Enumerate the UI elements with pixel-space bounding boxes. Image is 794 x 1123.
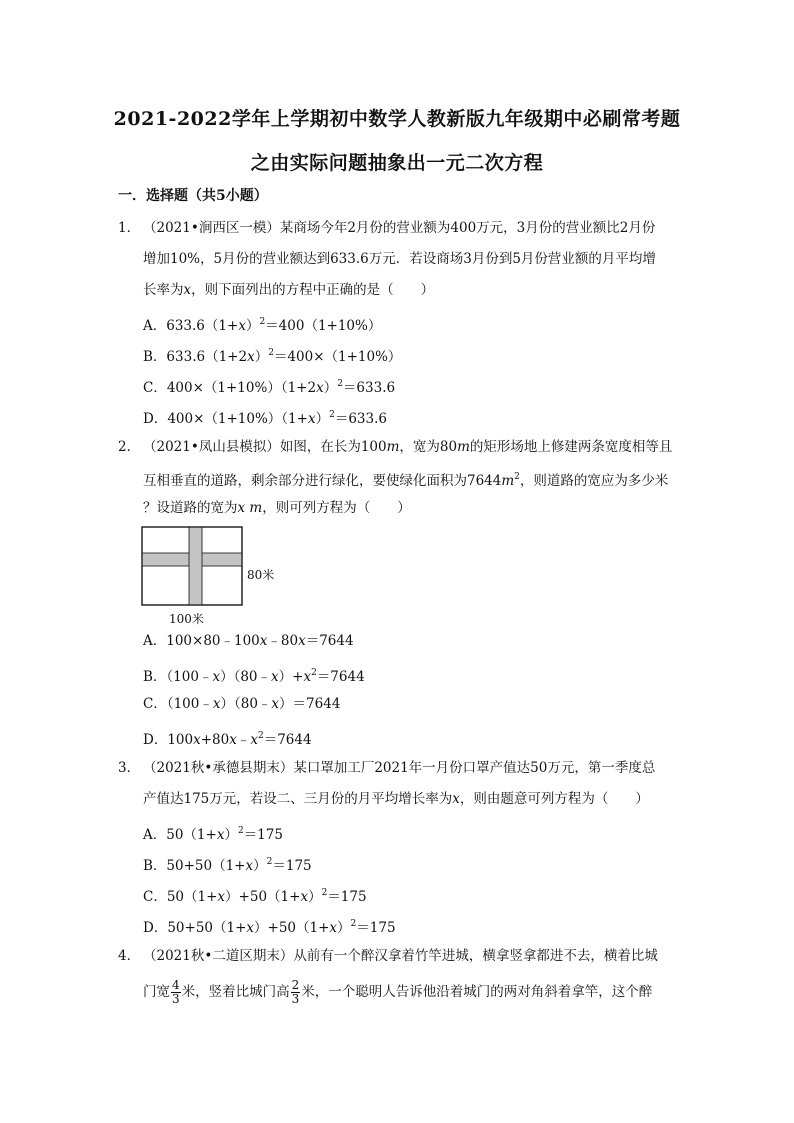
- fraction-two-thirds: $\frac{2}{3}$: [291, 978, 300, 1006]
- question-2-line-1: （2021•凤山县模拟）如图，在长为100m，宽为80m的矩形场地上修建两条宽度相等且: [143, 439, 673, 455]
- figure-label-width: 80米: [247, 568, 275, 582]
- question-1-line-1: （2021•涧西区一模）某商场今年2月份的营业额为400万元，3月份的营业额比2月份: [143, 220, 656, 236]
- question-3-option-d[interactable]: D．$50+50(1+x)+50(1+x)^2=175$: [143, 919, 396, 936]
- question-4-line-2: 门宽 $\frac{4}{3}$ 米，竖着比城门高 $\frac{2}{3}$ 米，一个聪明人告诉他沿着城门的两对角斜着拿竿，这个醉: [143, 978, 653, 1006]
- question-4-number: 4．: [118, 948, 141, 964]
- road-layout-figure: [141, 526, 275, 626]
- road-layout-diagram: [141, 526, 245, 608]
- question-4-line-1: （2021秋•二道区期末）从前有一个醉汉拿着竹竿进城，横拿竖拿都进不去，横着比城: [143, 948, 658, 964]
- question-2-option-a[interactable]: A．100×80﹣100x﹣80x＝7644: [143, 633, 354, 649]
- document-title-line-2: 之由实际问题抽象出一元二次方程: [250, 152, 544, 174]
- question-1-option-b[interactable]: B．$633.6(1+2x)^2=400\times(1+10\%)$: [143, 348, 402, 365]
- question-1-option-d[interactable]: D．$400\times(1+10\%)(1+x)^2=633.6$: [143, 410, 387, 427]
- question-1-line-3: 长率为x，则下面列出的方程中正确的是（ ）: [143, 282, 435, 298]
- question-3-option-a[interactable]: A．$50(1+x)^2=175$: [143, 826, 283, 843]
- question-2-option-b[interactable]: B．$(100﹣x)(80﹣x)+x^2=7644$: [143, 668, 365, 685]
- question-1-number: 1．: [118, 220, 141, 236]
- question-1-option-c[interactable]: C．$400\times(1+10\%)(1+2x)^2=633.6$: [143, 379, 396, 396]
- figure-label-length: 100米: [169, 612, 204, 626]
- document-title-line-1: 2021-2022学年上学期初中数学人教新版九年级期中必刷常考题: [113, 108, 681, 130]
- question-3-option-c[interactable]: C．$50(1+x)+50(1+x)^2=175$: [143, 888, 367, 905]
- question-1-option-a[interactable]: A．$633.6(1+x)^2=400(1+10\%)$: [143, 317, 382, 334]
- question-3-option-b[interactable]: B．$50+50(1+x)^2=175$: [143, 857, 312, 874]
- section-heading: 一．选择题（共5小题）: [118, 188, 268, 204]
- question-3-number: 3．: [118, 760, 141, 776]
- question-3-line-1: （2021秋•承德县期末）某口罩加工厂2021年一月份口罩产值达50万元，第一季度总: [143, 760, 656, 776]
- question-2-line-2: 互相垂直的道路，剩余部分进行绿化，要使绿化面积为$7644m^2$，则道路的宽应为多少米: [143, 472, 669, 489]
- question-1-line-2: 增加10%，5月份的营业额达到633.6万元．若设商场3月份到5月份营业额的月平均增: [143, 251, 656, 267]
- question-2-option-c[interactable]: C．（100﹣x）（80﹣x）＝7644: [143, 696, 341, 712]
- question-2-option-d[interactable]: D．$100x+80x﹣x^2=7644$: [143, 731, 312, 748]
- question-2-number: 2．: [118, 439, 141, 455]
- question-2-line-3: ？设道路的宽为x m，则可列方程为（ ）: [143, 500, 411, 516]
- vertical-road: [189, 527, 202, 605]
- fraction-four-thirds: $\frac{4}{3}$: [172, 978, 180, 1006]
- question-3-line-2: 产值达175万元，若设二、三月份的月平均增长率为x，则由题意可列方程为（ ）: [143, 791, 649, 807]
